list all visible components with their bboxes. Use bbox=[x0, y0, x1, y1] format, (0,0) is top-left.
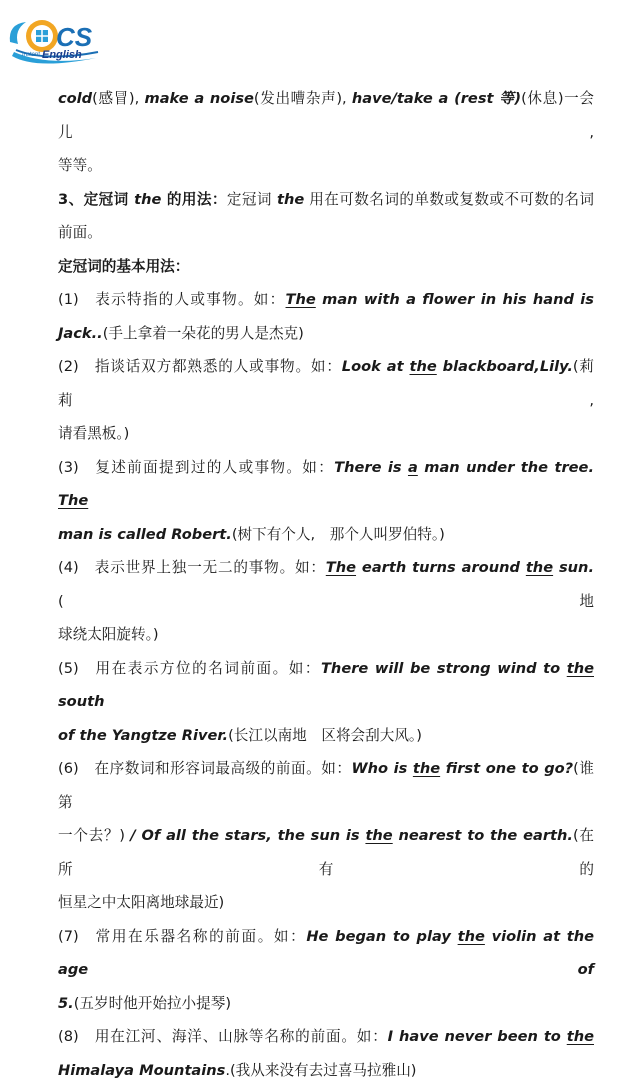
logo bbox=[6, 12, 102, 74]
usage-item-5: (5) 用在表示方位的名词前面。如：There will be strong wind to the south bbox=[58, 652, 594, 719]
subheading: 定冠词的基本用法： bbox=[58, 250, 594, 284]
svg-text:Instant: Instant bbox=[22, 52, 40, 58]
usage-item-3-cont: man is called Robert.(树下有个人, 那个人叫罗伯特。) bbox=[58, 518, 594, 552]
intro-line-2: 等等。 bbox=[58, 149, 594, 183]
usage-item-6-cont: 一个去？) / Of all the stars, the sun is the nearest to the earth.(在所有的 bbox=[58, 819, 594, 886]
section-heading: 3、定冠词 the 的用法：定冠词 the 用在可数名词的单数或复数或不可数的名词 bbox=[58, 183, 594, 217]
usage-item-8: (8) 用在江河、海洋、山脉等名称的前面。如：I have never been to the bbox=[58, 1020, 594, 1054]
usage-item-7-cont: 5.(五岁时他开始拉小提琴) bbox=[58, 987, 594, 1021]
usage-item-6: (6) 在序数词和形容词最高级的前面。如：Who is the first one to go?(谁第 bbox=[58, 752, 594, 819]
usage-item-5-cont: of the Yangtze River.(长江以南地 区将会刮大风。) bbox=[58, 719, 594, 753]
usage-item-7: (7) 常用在乐器名称的前面。如：He began to play the violin at the age of bbox=[58, 920, 594, 987]
svg-text:English: English bbox=[42, 49, 82, 61]
usage-item-3: (3) 复述前面提到过的人或事物。如：There is a man under the tree. The bbox=[58, 451, 594, 518]
usage-item-1-cont: Jack..(手上拿着一朵花的男人是杰克) bbox=[58, 317, 594, 351]
usage-item-6-cont-2: 恒星之中太阳离地球最近) bbox=[58, 886, 594, 920]
usage-item-2: (2) 指谈话双方都熟悉的人或事物。如：Look at the blackboard,Lily.(莉莉, bbox=[58, 350, 594, 417]
usage-item-4: (4) 表示世界上独一无二的事物。如：The earth turns around the sun.(地 bbox=[58, 551, 594, 618]
usage-item-8-cont: Himalaya Mountains.(我从来没有去过喜马拉雅山) bbox=[58, 1054, 594, 1087]
usage-item-1: (1) 表示特指的人或事物。如：The man with a flower in his hand is bbox=[58, 283, 594, 317]
document-body bbox=[58, 82, 594, 1087]
section-desc-line-2: 前面。 bbox=[58, 216, 594, 250]
usage-item-2-cont: 请看黑板。) bbox=[58, 417, 594, 451]
intro-line-1: cold(感冒), make a noise(发出嘈杂声), have/take a (rest 等)(休息)一会儿, bbox=[58, 82, 594, 149]
usage-item-4-cont: 球绕太阳旋转。) bbox=[58, 618, 594, 652]
cs-english-logo-icon bbox=[6, 12, 102, 74]
svg-text:CS: CS bbox=[56, 22, 93, 52]
